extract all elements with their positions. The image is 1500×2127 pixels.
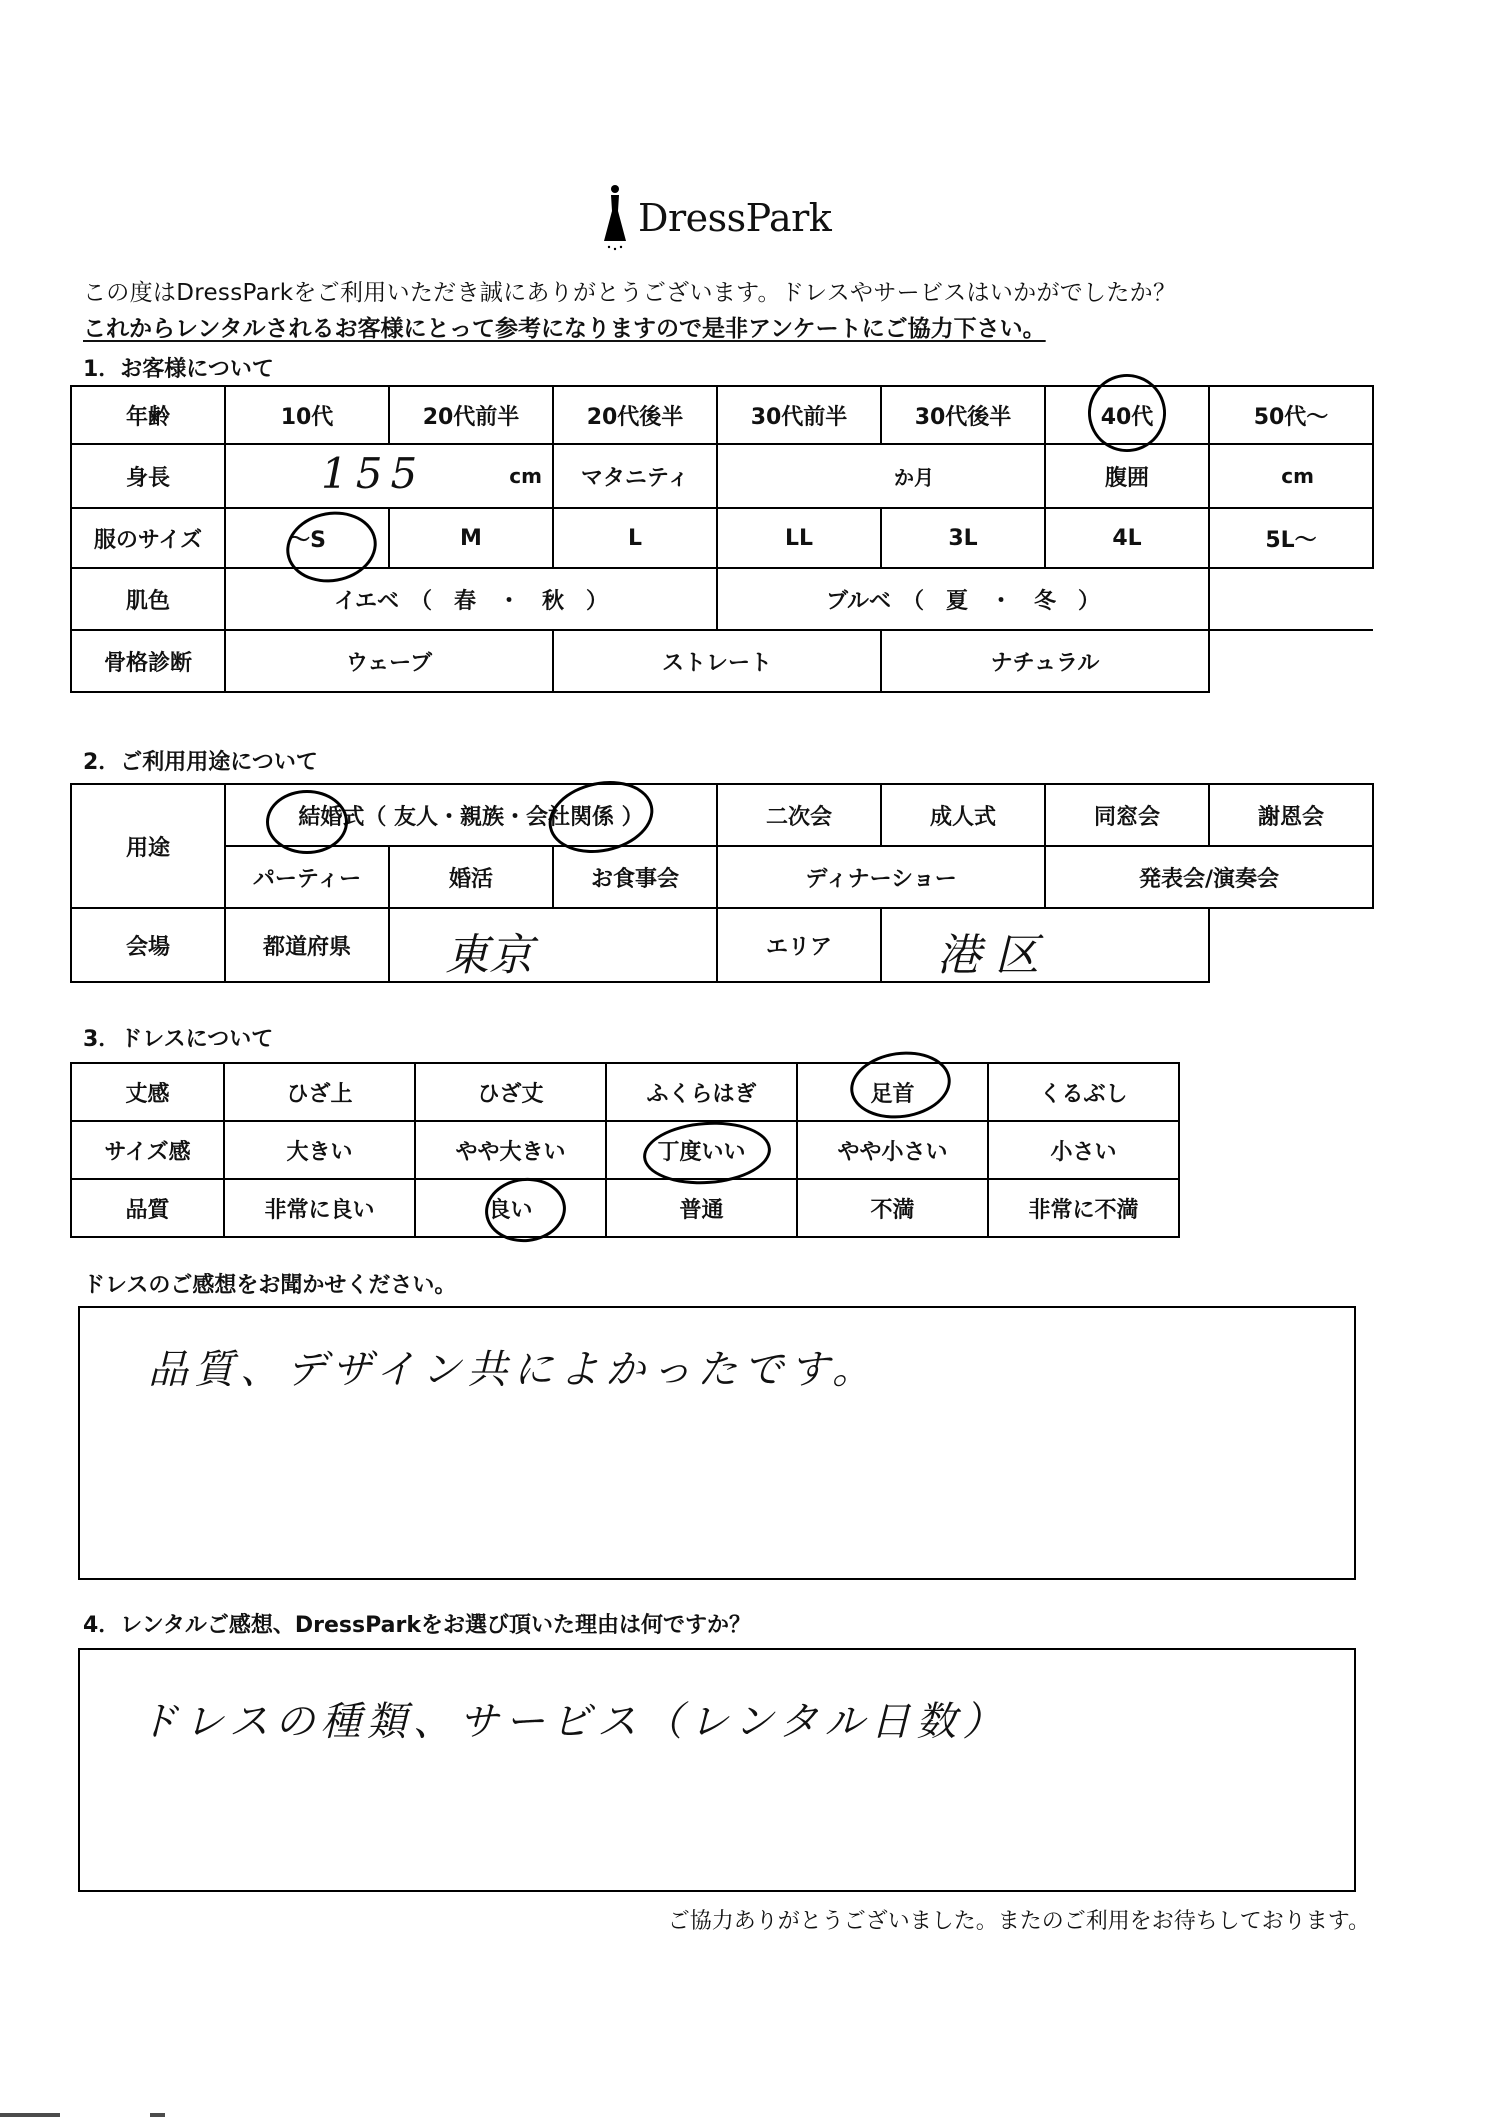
skin-row (71, 568, 1373, 630)
area-label: エリア (717, 908, 881, 982)
age-option-selected[interactable]: 40代 (1045, 386, 1209, 444)
impression-prompt: ドレスのご感想をお聞かせください。 (83, 1273, 457, 1298)
impression-answer-box[interactable] (78, 1306, 1356, 1580)
skin-yellow-option[interactable]: イエベ （ 春 ・ 秋 ） (225, 568, 717, 630)
quality-option[interactable]: 非常に不満 (988, 1179, 1179, 1237)
length-option[interactable]: くるぶし (988, 1063, 1179, 1121)
quality-option[interactable]: 非常に良い (224, 1179, 415, 1237)
section-4-title: 4．レンタルご感想、DressParkをお選び頂いた理由は何ですか？ (83, 1613, 751, 1638)
age-option[interactable]: 10代 (225, 386, 389, 444)
purpose-option[interactable]: パーティー (225, 846, 389, 908)
length-option-selected[interactable]: 足首 (797, 1063, 988, 1121)
skeleton-option[interactable]: ナチュラル (881, 630, 1209, 692)
length-row (71, 1063, 1179, 1121)
maternity-label: マタニティ (553, 444, 717, 508)
age-option[interactable]: 50代～ (1209, 386, 1373, 444)
size-option[interactable]: 4L (1045, 508, 1209, 568)
scan-edge-mark (0, 2113, 1500, 2117)
fit-row (71, 1121, 1179, 1179)
purpose-option[interactable]: 発表会/演奏会 (1045, 846, 1373, 908)
height-value: 155 (321, 449, 426, 498)
skeleton-option[interactable]: ウェーブ (225, 630, 553, 692)
size-option[interactable]: 5L～ (1209, 508, 1373, 568)
reason-answer-box[interactable] (78, 1648, 1356, 1892)
purpose-option[interactable]: 婚活 (389, 846, 553, 908)
fit-option[interactable]: やや小さい (797, 1121, 988, 1179)
age-label: 年齢 (71, 386, 225, 444)
size-option[interactable]: M (389, 508, 553, 568)
reason-answer: ドレスの種類、サービス（レンタル日数） (138, 1699, 1009, 1745)
impression-answer: 品質、デザイン共によかったです。 (148, 1347, 878, 1393)
size-row (71, 508, 1373, 568)
fit-option[interactable]: 大きい (224, 1121, 415, 1179)
skeleton-option[interactable]: ストレート (553, 630, 881, 692)
quality-label: 品質 (71, 1179, 224, 1237)
age-option[interactable]: 30代前半 (717, 386, 881, 444)
skin-blue-option[interactable]: ブルベ （ 夏 ・ 冬 ） (717, 568, 1209, 630)
fit-option[interactable]: やや大きい (415, 1121, 606, 1179)
purpose-label: 用途 (71, 784, 225, 908)
quality-option-selected[interactable]: 良い (415, 1179, 606, 1237)
size-option[interactable]: L (553, 508, 717, 568)
purpose-row-1 (71, 784, 1373, 846)
usage-table (70, 783, 1374, 983)
skeleton-label: 骨格診断 (71, 630, 225, 692)
purpose-option[interactable]: お食事会 (553, 846, 717, 908)
height-field[interactable] (225, 444, 553, 508)
size-label: 服のサイズ (71, 508, 225, 568)
maternity-field[interactable] (717, 444, 1045, 508)
purpose-option[interactable]: 二次会 (717, 784, 881, 846)
purpose-row-2 (71, 846, 1373, 908)
venue-row (71, 908, 1373, 982)
skeleton-row (71, 630, 1373, 692)
height-row (71, 444, 1373, 508)
quality-option[interactable]: 普通 (606, 1179, 797, 1237)
fit-option[interactable]: 小さい (988, 1121, 1179, 1179)
section-3-title: 3．ドレスについて (83, 1027, 274, 1052)
fit-option-selected[interactable]: 丁度いい (606, 1121, 797, 1179)
customer-info-table (70, 385, 1374, 693)
area-value: 港区 (937, 930, 1054, 981)
section-2-title: 2．ご利用用途について (83, 750, 318, 775)
section-1-title: 1．お客様について (83, 357, 274, 382)
dresspark-logo (600, 183, 831, 253)
height-label: 身長 (71, 444, 225, 508)
area-field[interactable] (881, 908, 1209, 982)
purpose-option-wedding[interactable]: 結婚式（ 友人・親族・会社関係 ） (225, 784, 717, 846)
age-row (71, 386, 1373, 444)
purpose-option[interactable]: 成人式 (881, 784, 1045, 846)
prefecture-value: 東京 (445, 930, 533, 981)
quality-row (71, 1179, 1179, 1237)
venue-label: 会場 (71, 908, 225, 982)
waist-field[interactable] (1209, 444, 1373, 508)
length-option[interactable]: ふくらはぎ (606, 1063, 797, 1121)
dress-icon (600, 183, 630, 253)
purpose-option[interactable]: 同窓会 (1045, 784, 1209, 846)
purpose-option[interactable]: 謝恩会 (1209, 784, 1373, 846)
dress-table (70, 1062, 1180, 1238)
intro-line-1: この度はDressParkをご利用いただき誠にありがとうございます。ドレスやサービスはいかがでしたか？ (83, 280, 1177, 306)
size-option-selected[interactable]: ～S (225, 508, 389, 568)
purpose-option[interactable]: ディナーショー (717, 846, 1045, 908)
maternity-unit: か月 (894, 465, 934, 490)
age-option[interactable]: 20代前半 (389, 386, 553, 444)
length-option[interactable]: ひざ丈 (415, 1063, 606, 1121)
skin-label: 肌色 (71, 568, 225, 630)
height-unit: cm (509, 464, 542, 488)
age-option[interactable]: 20代後半 (553, 386, 717, 444)
size-option[interactable]: 3L (881, 508, 1045, 568)
waist-label: 腹囲 (1045, 444, 1209, 508)
age-option[interactable]: 30代後半 (881, 386, 1045, 444)
intro-line-2: これからレンタルされるお客様にとって参考になりますので是非アンケートにご協力下さい。 (83, 316, 1046, 342)
prefecture-label: 都道府県 (225, 908, 389, 982)
quality-option[interactable]: 不満 (797, 1179, 988, 1237)
waist-unit: cm (1281, 464, 1314, 488)
length-label: 丈感 (71, 1063, 224, 1121)
logo-text: DressPark (638, 196, 832, 240)
fit-label: サイズ感 (71, 1121, 224, 1179)
size-option[interactable]: LL (717, 508, 881, 568)
length-option[interactable]: ひざ上 (224, 1063, 415, 1121)
closing-message: ご協力ありがとうございました。またのご利用をお待ちしております。 (667, 1909, 1370, 1934)
prefecture-field[interactable] (389, 908, 717, 982)
